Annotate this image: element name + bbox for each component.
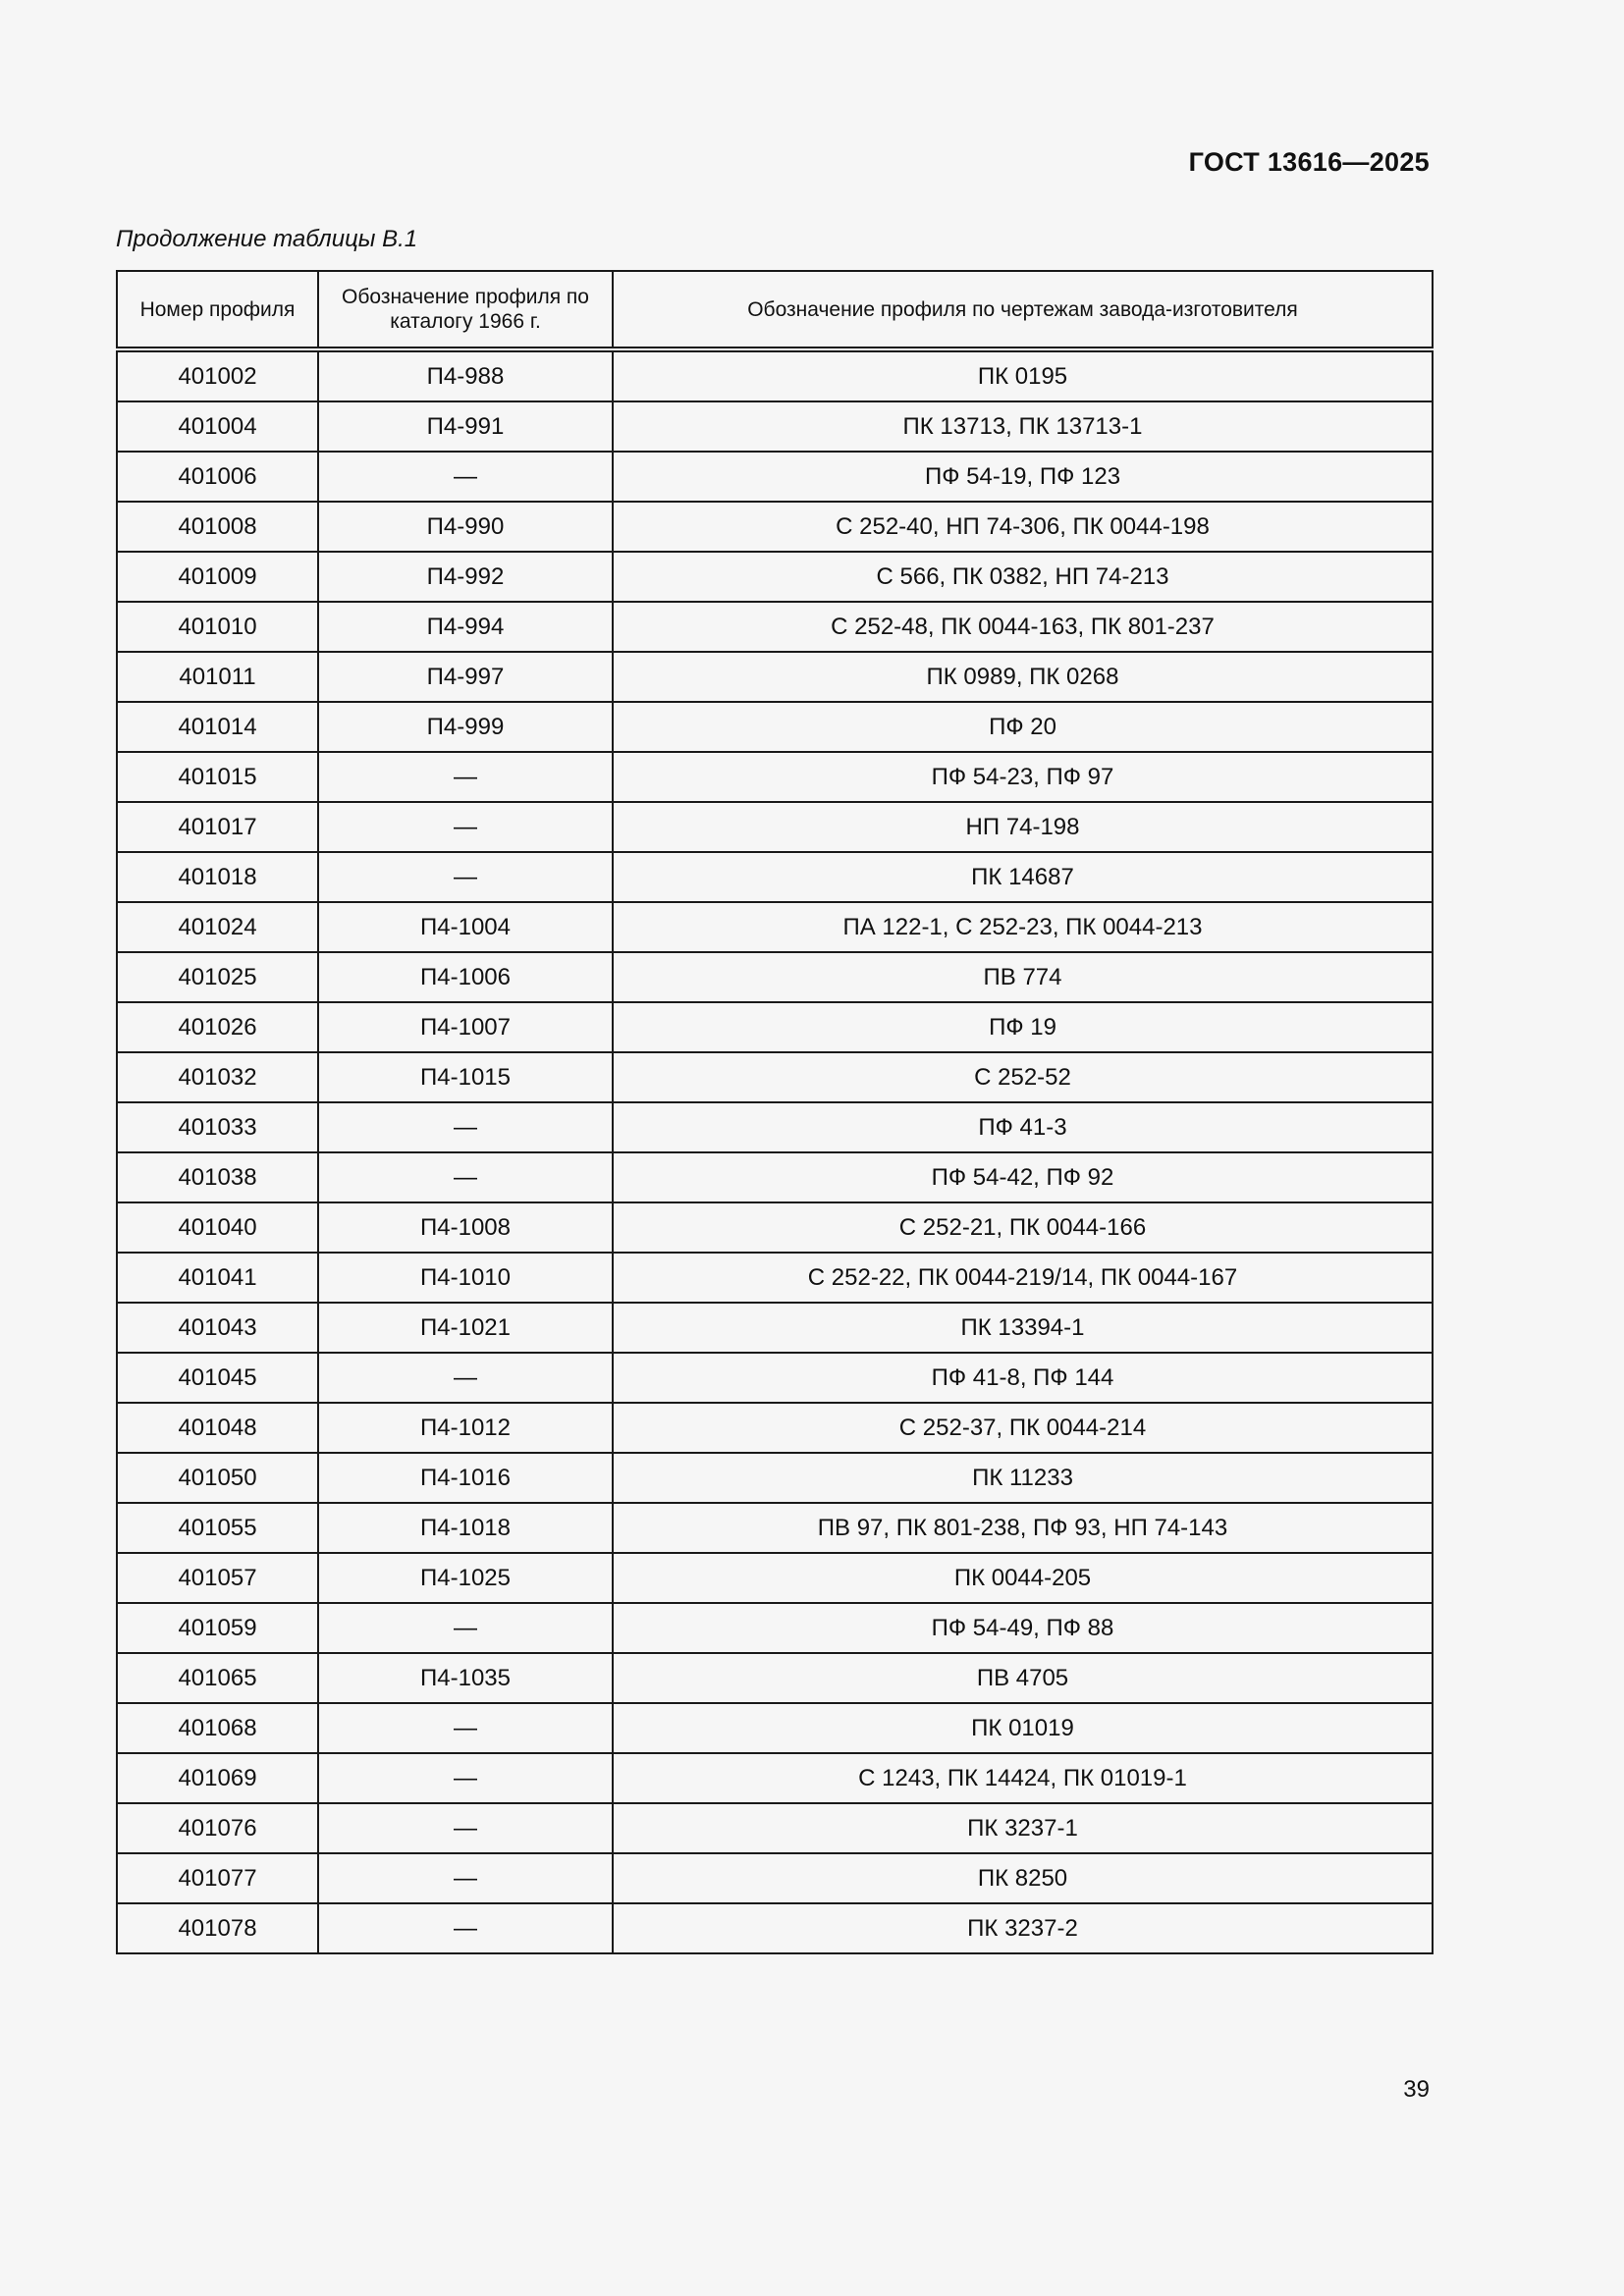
cell-factory-designation: ПФ 41-3 (613, 1102, 1433, 1152)
cell-profile-number: 401004 (117, 401, 318, 452)
cell-factory-designation: ПВ 774 (613, 952, 1433, 1002)
cell-profile-number: 401009 (117, 552, 318, 602)
cell-catalog-designation: П4-1035 (318, 1653, 613, 1703)
table-row (117, 1152, 1433, 1202)
table-row (117, 1503, 1433, 1553)
header-profile-number: Номер профиля (117, 271, 318, 349)
cell-catalog-designation: П4-1006 (318, 952, 613, 1002)
cell-factory-designation: НП 74-198 (613, 802, 1433, 852)
cell-profile-number: 401010 (117, 602, 318, 652)
table-row (117, 1903, 1433, 1953)
table-row (117, 1803, 1433, 1853)
cell-factory-designation: ПК 11233 (613, 1453, 1433, 1503)
table-row (117, 1753, 1433, 1803)
cell-catalog-designation: П4-992 (318, 552, 613, 602)
cell-catalog-designation: — (318, 1753, 613, 1803)
cell-profile-number: 401033 (117, 1102, 318, 1152)
cell-profile-number: 401078 (117, 1903, 318, 1953)
cell-catalog-designation: — (318, 452, 613, 502)
cell-profile-number: 401025 (117, 952, 318, 1002)
table-header (117, 271, 1433, 349)
cell-factory-designation: С 252-52 (613, 1052, 1433, 1102)
document-code: ГОСТ 13616—2025 (1188, 147, 1430, 177)
header-catalog-1966: Обозначение профиля по каталогу 1966 г. (318, 271, 613, 349)
cell-catalog-designation: П4-1004 (318, 902, 613, 952)
cell-catalog-designation: П4-994 (318, 602, 613, 652)
cell-factory-designation: ПФ 54-19, ПФ 123 (613, 452, 1433, 502)
cell-profile-number: 401045 (117, 1353, 318, 1403)
table-row (117, 1703, 1433, 1753)
cell-profile-number: 401041 (117, 1253, 318, 1303)
table-row (117, 452, 1433, 502)
cell-profile-number: 401069 (117, 1753, 318, 1803)
table-row (117, 1002, 1433, 1052)
table-row (117, 349, 1433, 401)
table-row (117, 702, 1433, 752)
cell-profile-number: 401018 (117, 852, 318, 902)
cell-factory-designation: ПК 0195 (613, 349, 1433, 401)
cell-factory-designation: ПФ 41-8, ПФ 144 (613, 1353, 1433, 1403)
cell-profile-number: 401032 (117, 1052, 318, 1102)
cell-factory-designation: С 566, ПК 0382, НП 74-213 (613, 552, 1433, 602)
cell-profile-number: 401015 (117, 752, 318, 802)
cell-factory-designation: С 1243, ПК 14424, ПК 01019-1 (613, 1753, 1433, 1803)
cell-catalog-designation: П4-997 (318, 652, 613, 702)
cell-catalog-designation: П4-1012 (318, 1403, 613, 1453)
cell-factory-designation: ПФ 54-49, ПФ 88 (613, 1603, 1433, 1653)
cell-factory-designation: ПК 13394-1 (613, 1303, 1433, 1353)
cell-profile-number: 401055 (117, 1503, 318, 1553)
cell-factory-designation: ПК 8250 (613, 1853, 1433, 1903)
cell-profile-number: 401024 (117, 902, 318, 952)
table-row (117, 1253, 1433, 1303)
cell-catalog-designation: — (318, 1603, 613, 1653)
cell-profile-number: 401038 (117, 1152, 318, 1202)
cell-factory-designation: С 252-48, ПК 0044-163, ПК 801-237 (613, 602, 1433, 652)
table-row (117, 1102, 1433, 1152)
table-row (117, 952, 1433, 1002)
header-factory-drawings: Обозначение профиля по чертежам завода-изготовителя (613, 271, 1433, 349)
cell-factory-designation: ПК 14687 (613, 852, 1433, 902)
cell-profile-number: 401040 (117, 1202, 318, 1253)
cell-factory-designation: ПК 3237-1 (613, 1803, 1433, 1853)
table-row (117, 1553, 1433, 1603)
table-row (117, 1603, 1433, 1653)
cell-factory-designation: С 252-40, НП 74-306, ПК 0044-198 (613, 502, 1433, 552)
cell-catalog-designation: П4-988 (318, 349, 613, 401)
cell-catalog-designation: П4-1007 (318, 1002, 613, 1052)
cell-catalog-designation: — (318, 802, 613, 852)
cell-profile-number: 401050 (117, 1453, 318, 1503)
table-row (117, 602, 1433, 652)
table-row (117, 802, 1433, 852)
cell-catalog-designation: — (318, 1903, 613, 1953)
cell-profile-number: 401008 (117, 502, 318, 552)
cell-catalog-designation: П4-999 (318, 702, 613, 752)
table-caption: Продолжение таблицы В.1 (116, 226, 418, 252)
table-row (117, 552, 1433, 602)
cell-profile-number: 401043 (117, 1303, 318, 1353)
cell-factory-designation: ПК 13713, ПК 13713-1 (613, 401, 1433, 452)
cell-factory-designation: ПА 122-1, С 252-23, ПК 0044-213 (613, 902, 1433, 952)
cell-profile-number: 401065 (117, 1653, 318, 1703)
page-number: 39 (1403, 2076, 1430, 2103)
cell-catalog-designation: П4-1015 (318, 1052, 613, 1102)
cell-profile-number: 401059 (117, 1603, 318, 1653)
table-row (117, 852, 1433, 902)
table-row (117, 1853, 1433, 1903)
cell-catalog-designation: — (318, 1803, 613, 1853)
cell-profile-number: 401068 (117, 1703, 318, 1753)
cell-catalog-designation: П4-991 (318, 401, 613, 452)
table-row (117, 1453, 1433, 1503)
table-row (117, 1353, 1433, 1403)
cell-factory-designation: ПВ 97, ПК 801-238, ПФ 93, НП 74-143 (613, 1503, 1433, 1553)
cell-profile-number: 401011 (117, 652, 318, 702)
table-row (117, 652, 1433, 702)
cell-catalog-designation: П4-1008 (318, 1202, 613, 1253)
table-row (117, 902, 1433, 952)
cell-profile-number: 401017 (117, 802, 318, 852)
cell-profile-number: 401006 (117, 452, 318, 502)
cell-factory-designation: ПК 0989, ПК 0268 (613, 652, 1433, 702)
cell-factory-designation: ПК 0044-205 (613, 1553, 1433, 1603)
cell-factory-designation: С 252-22, ПК 0044-219/14, ПК 0044-167 (613, 1253, 1433, 1303)
cell-factory-designation: ПФ 54-42, ПФ 92 (613, 1152, 1433, 1202)
cell-catalog-designation: — (318, 1353, 613, 1403)
profile-table (116, 270, 1434, 1954)
cell-catalog-designation: — (318, 1152, 613, 1202)
cell-catalog-designation: — (318, 752, 613, 802)
header-row (117, 271, 1433, 349)
cell-factory-designation: С 252-37, ПК 0044-214 (613, 1403, 1433, 1453)
table-row (117, 1202, 1433, 1253)
cell-factory-designation: ПК 3237-2 (613, 1903, 1433, 1953)
cell-factory-designation: ПК 01019 (613, 1703, 1433, 1753)
cell-catalog-designation: П4-1010 (318, 1253, 613, 1303)
cell-catalog-designation: — (318, 1853, 613, 1903)
table-row (117, 1403, 1433, 1453)
cell-catalog-designation: — (318, 1102, 613, 1152)
cell-factory-designation: ПФ 54-23, ПФ 97 (613, 752, 1433, 802)
cell-factory-designation: ПВ 4705 (613, 1653, 1433, 1703)
table-row (117, 401, 1433, 452)
cell-profile-number: 401077 (117, 1853, 318, 1903)
cell-catalog-designation: — (318, 852, 613, 902)
cell-factory-designation: С 252-21, ПК 0044-166 (613, 1202, 1433, 1253)
table-row (117, 502, 1433, 552)
cell-catalog-designation: П4-1025 (318, 1553, 613, 1603)
table-row (117, 1052, 1433, 1102)
cell-profile-number: 401002 (117, 349, 318, 401)
cell-profile-number: 401026 (117, 1002, 318, 1052)
cell-catalog-designation: П4-990 (318, 502, 613, 552)
cell-catalog-designation: П4-1021 (318, 1303, 613, 1353)
cell-catalog-designation: П4-1016 (318, 1453, 613, 1503)
cell-profile-number: 401076 (117, 1803, 318, 1853)
cell-factory-designation: ПФ 19 (613, 1002, 1433, 1052)
table-body (117, 349, 1433, 1953)
cell-profile-number: 401014 (117, 702, 318, 752)
cell-profile-number: 401048 (117, 1403, 318, 1453)
cell-profile-number: 401057 (117, 1553, 318, 1603)
table-row (117, 1653, 1433, 1703)
table-row (117, 1303, 1433, 1353)
cell-catalog-designation: П4-1018 (318, 1503, 613, 1553)
cell-factory-designation: ПФ 20 (613, 702, 1433, 752)
table-row (117, 752, 1433, 802)
cell-catalog-designation: — (318, 1703, 613, 1753)
